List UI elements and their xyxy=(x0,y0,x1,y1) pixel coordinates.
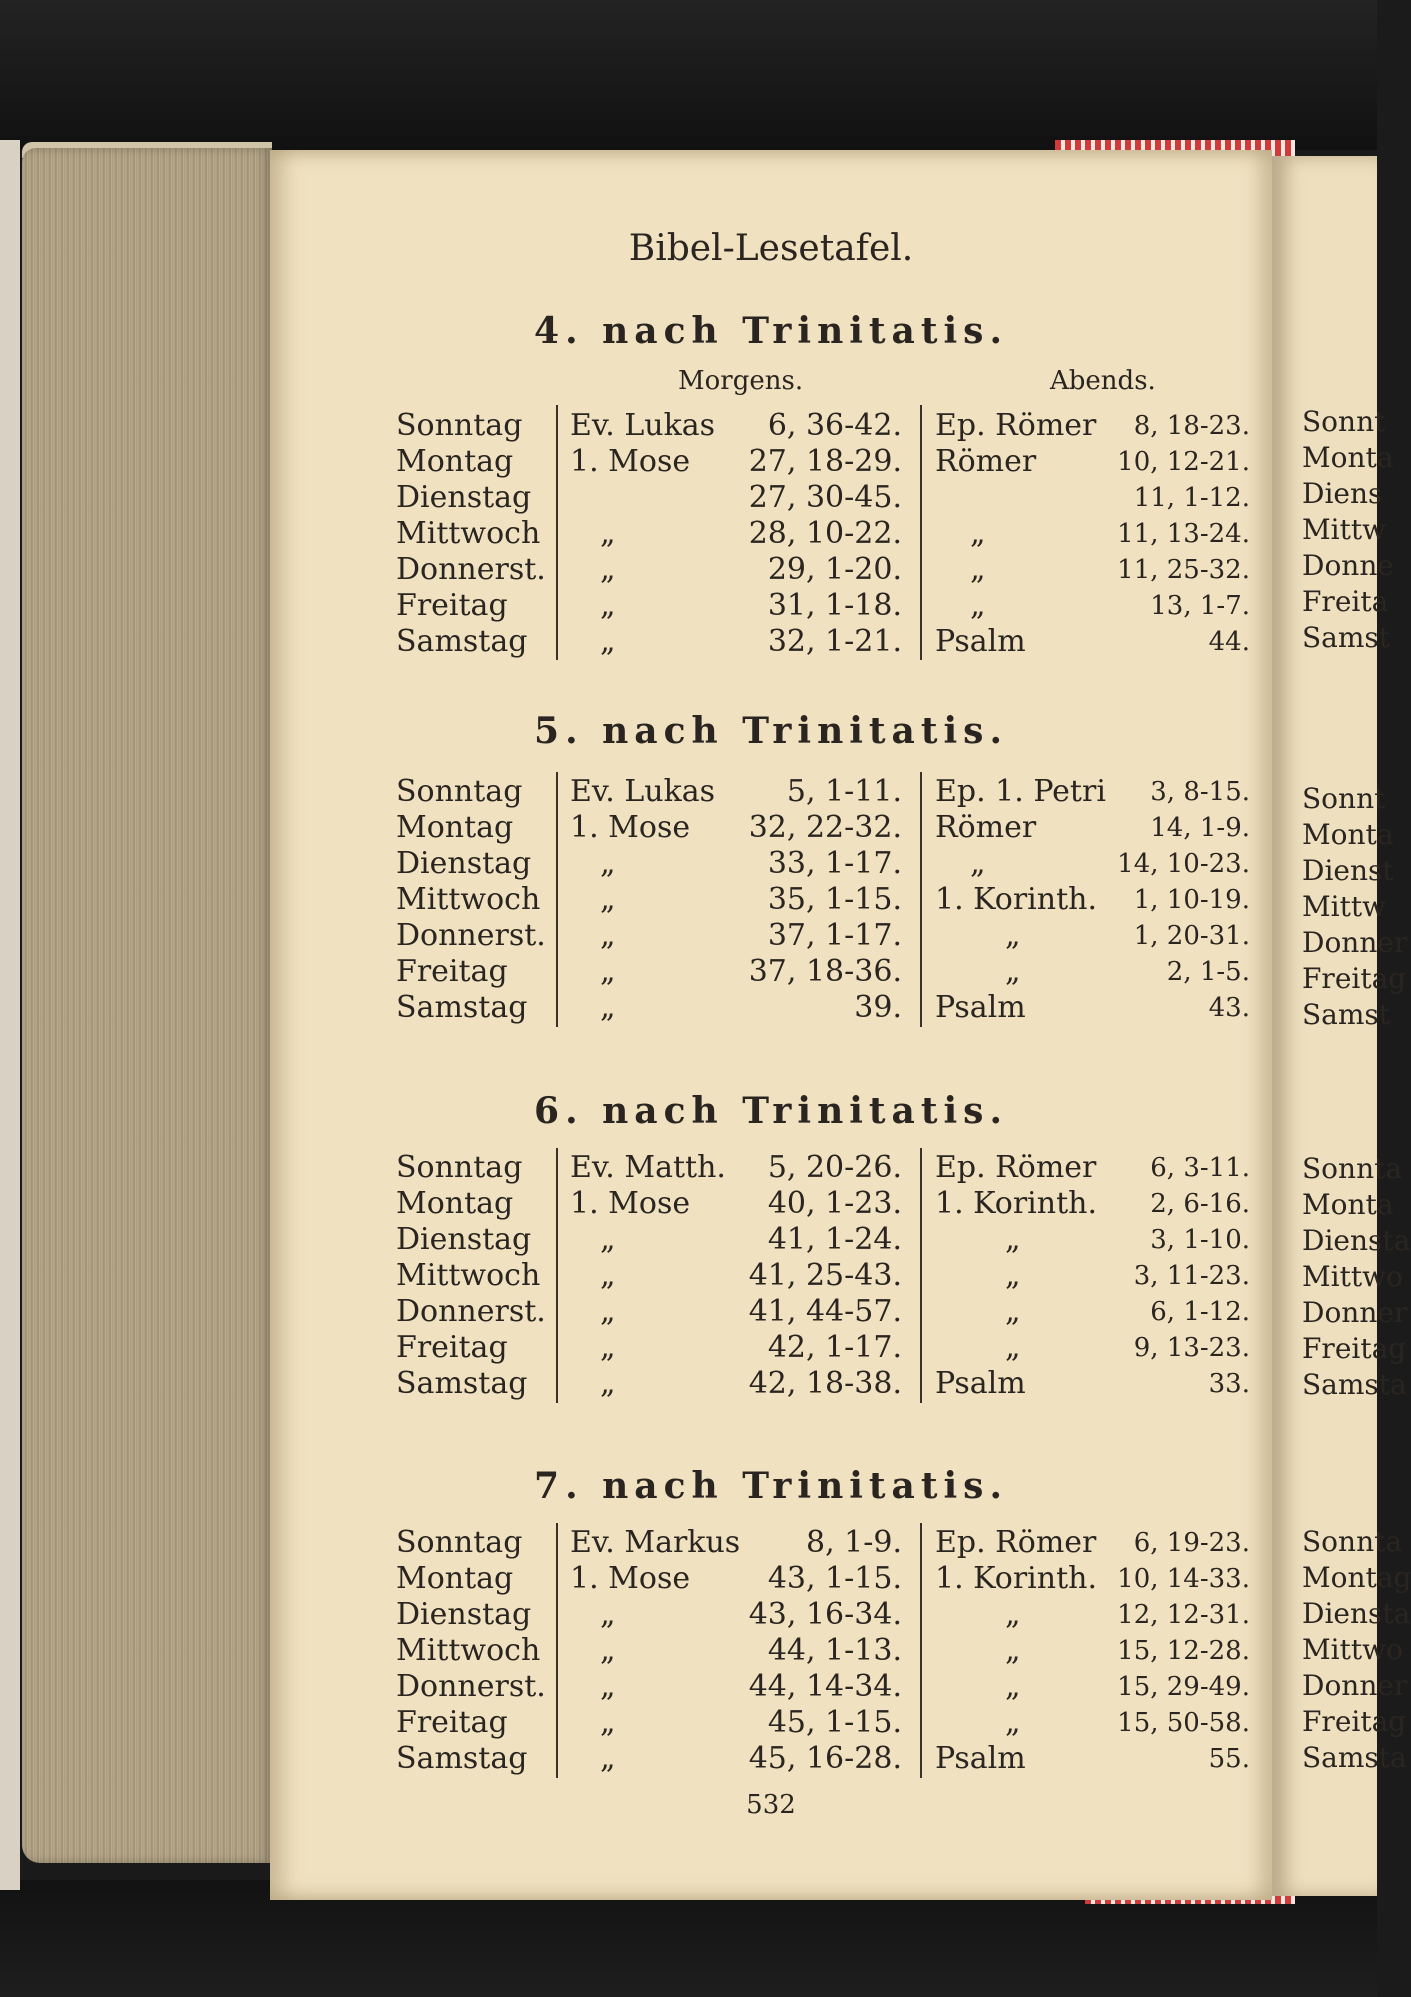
evening-reference: 2, 6-16. xyxy=(1150,1189,1250,1219)
evening-book: Ep. 1. Petri xyxy=(935,774,1106,809)
evening-reference: 33. xyxy=(1208,1369,1250,1399)
edge-fragment: Dienst xyxy=(1302,854,1394,887)
evening-reference: 55. xyxy=(1208,1744,1250,1774)
morning-book: „ xyxy=(600,1669,616,1704)
morning-book: „ xyxy=(600,990,616,1025)
evening-reference: 1, 10-19. xyxy=(1133,885,1250,915)
table-row xyxy=(270,882,1272,918)
morning-reference: 37, 1-17. xyxy=(767,918,902,953)
evening-book: „ xyxy=(1005,1633,1021,1668)
book-page xyxy=(270,150,1272,1900)
morning-reference: 5, 1-11. xyxy=(786,774,902,809)
day-label: Sonntag xyxy=(396,774,523,809)
edge-fragment: Mittwo xyxy=(1302,1633,1403,1666)
morning-book: „ xyxy=(600,1366,616,1401)
morning-book: „ xyxy=(600,1294,616,1329)
day-label: Sonntag xyxy=(396,408,523,443)
edge-fragment: Freitag xyxy=(1302,962,1407,995)
morning-book: „ xyxy=(600,1633,616,1668)
evening-book: „ xyxy=(1005,1294,1021,1329)
evening-book: „ xyxy=(1005,1330,1021,1365)
morning-book: Ev. Lukas xyxy=(570,408,716,443)
evening-reference: 6, 1-12. xyxy=(1150,1297,1250,1327)
morning-book: „ xyxy=(600,624,616,659)
morning-book: Ev. Matth. xyxy=(570,1150,726,1185)
table-row xyxy=(270,516,1272,552)
day-label: Donnerst. xyxy=(396,1294,546,1329)
morning-book: Ev. Lukas xyxy=(570,774,716,809)
table-row xyxy=(270,1525,1272,1561)
edge-fragment: Samsta xyxy=(1302,1368,1407,1401)
edge-fragment: Mittw xyxy=(1302,890,1387,923)
morning-reference: 45, 1-15. xyxy=(767,1705,902,1740)
table-row xyxy=(270,954,1272,990)
week-title: 4. nach Trinitatis. xyxy=(534,310,1008,352)
day-label: Freitag xyxy=(396,954,508,989)
day-label: Samstag xyxy=(396,624,528,659)
edge-fragment: Mittw xyxy=(1302,513,1387,546)
day-label: Dienstag xyxy=(396,1597,532,1632)
edge-fragment: Freitag xyxy=(1302,1705,1407,1738)
morning-reference: 42, 1-17. xyxy=(767,1330,902,1365)
evening-book: Ep. Römer xyxy=(935,408,1097,443)
page-number: 532 xyxy=(746,1790,796,1820)
table-row xyxy=(270,1366,1272,1402)
evening-book: „ xyxy=(1005,918,1021,953)
morning-reference: 31, 1-18. xyxy=(767,588,902,623)
morning-reference: 45, 16-28. xyxy=(748,1741,902,1776)
morning-reference: 44, 14-34. xyxy=(748,1669,902,1704)
day-label: Montag xyxy=(396,1186,514,1221)
evening-book: „ xyxy=(1005,1222,1021,1257)
table-row xyxy=(270,918,1272,954)
morning-reference: 35, 1-15. xyxy=(767,882,902,917)
morning-book: „ xyxy=(600,1597,616,1632)
day-label: Mittwoch xyxy=(396,516,541,551)
morning-book: 1. Mose xyxy=(570,810,691,845)
morning-reference: 32, 22-32. xyxy=(748,810,902,845)
evening-reference: 1, 20-31. xyxy=(1133,921,1250,951)
edge-fragment: Mittwo xyxy=(1302,1260,1403,1293)
table-row xyxy=(270,1150,1272,1186)
table-row xyxy=(270,588,1272,624)
morning-reference: 41, 25-43. xyxy=(748,1258,902,1293)
evening-book: „ xyxy=(1005,1258,1021,1293)
day-label: Sonntag xyxy=(396,1150,523,1185)
evening-reference: 6, 3-11. xyxy=(1150,1153,1250,1183)
day-label: Montag xyxy=(396,444,514,479)
evening-reference: 44. xyxy=(1208,627,1250,657)
table-row xyxy=(270,552,1272,588)
day-label: Dienstag xyxy=(396,480,532,515)
edge-fragment: Samst xyxy=(1302,998,1391,1031)
morning-reference: 37, 18-36. xyxy=(748,954,902,989)
evening-book: „ xyxy=(1005,1669,1021,1704)
edge-fragment: Donner xyxy=(1302,1296,1408,1329)
morning-book: „ xyxy=(600,846,616,881)
morning-book: „ xyxy=(600,1222,616,1257)
day-label: Montag xyxy=(396,810,514,845)
table-row xyxy=(270,444,1272,480)
table-row xyxy=(270,1258,1272,1294)
table-row xyxy=(270,810,1272,846)
evening-reference: 15, 29-49. xyxy=(1117,1672,1250,1702)
edge-fragment: Donne xyxy=(1302,549,1394,582)
table-row xyxy=(270,1561,1272,1597)
edge-fragment: Donner xyxy=(1302,1669,1408,1702)
table-row xyxy=(270,1294,1272,1330)
page-title: Bibel-Lesetafel. xyxy=(628,228,914,269)
book-cover-edge xyxy=(0,140,20,1890)
evening-book: Ep. Römer xyxy=(935,1150,1097,1185)
morning-reference: 33, 1-17. xyxy=(767,846,902,881)
evening-reference: 14, 1-9. xyxy=(1150,813,1250,843)
morning-book: 1. Mose xyxy=(570,444,691,479)
day-label: Samstag xyxy=(396,1366,528,1401)
edge-fragment: Freitag xyxy=(1302,1332,1407,1365)
edge-fragment: Monta xyxy=(1302,441,1394,474)
morning-book: „ xyxy=(600,588,616,623)
week-title: 6. nach Trinitatis. xyxy=(534,1090,1008,1132)
book-cover-top xyxy=(0,0,1377,150)
table-row xyxy=(270,1705,1272,1741)
table-row xyxy=(270,408,1272,444)
table-row xyxy=(270,1669,1272,1705)
edge-fragment: Diens xyxy=(1302,477,1383,510)
table-row xyxy=(270,624,1272,660)
morning-book: „ xyxy=(600,882,616,917)
evening-reference: 11, 25-32. xyxy=(1117,555,1250,585)
edge-fragment: Samsta xyxy=(1302,1741,1407,1774)
morning-reference: 29, 1-20. xyxy=(767,552,902,587)
evening-book: „ xyxy=(970,516,986,551)
evening-book: „ xyxy=(970,588,986,623)
morning-reference: 28, 10-22. xyxy=(748,516,902,551)
day-label: Mittwoch xyxy=(396,1258,541,1293)
evening-reference: 11, 13-24. xyxy=(1117,519,1250,549)
morning-book: „ xyxy=(600,1258,616,1293)
morning-reference: 43, 1-15. xyxy=(767,1561,902,1596)
morning-reference: 32, 1-21. xyxy=(767,624,902,659)
evening-reference: 10, 14-33. xyxy=(1117,1564,1250,1594)
evening-book: Römer xyxy=(935,810,1037,845)
morning-book: 1. Mose xyxy=(570,1186,691,1221)
evening-book: Psalm xyxy=(935,624,1026,659)
edge-fragment: Montag xyxy=(1302,1561,1411,1594)
morning-book: „ xyxy=(600,1705,616,1740)
week-title: 5. nach Trinitatis. xyxy=(534,710,1008,752)
evening-reference: 11, 1-12. xyxy=(1133,483,1250,513)
morning-reference: 43, 16-34. xyxy=(748,1597,902,1632)
day-label: Montag xyxy=(396,1561,514,1596)
evening-book: „ xyxy=(970,552,986,587)
day-label: Sonntag xyxy=(396,1525,523,1560)
morning-book: „ xyxy=(600,918,616,953)
evening-reference: 15, 50-58. xyxy=(1117,1708,1250,1738)
evening-book: Römer xyxy=(935,444,1037,479)
day-label: Samstag xyxy=(396,990,528,1025)
table-row xyxy=(270,1597,1272,1633)
day-label: Samstag xyxy=(396,1741,528,1776)
table-row xyxy=(270,846,1272,882)
morning-reference: 40, 1-23. xyxy=(767,1186,902,1221)
evening-reference: 14, 10-23. xyxy=(1117,849,1250,879)
morning-reference: 41, 1-24. xyxy=(767,1222,902,1257)
day-label: Freitag xyxy=(396,588,508,623)
evening-reference: 3, 1-10. xyxy=(1150,1225,1250,1255)
evening-book: 1. Korinth. xyxy=(935,882,1097,917)
morning-reference: 5, 20-26. xyxy=(767,1150,902,1185)
edge-fragment: Monta xyxy=(1302,818,1394,851)
morning-reference: 39. xyxy=(854,990,902,1025)
edge-fragment: Sonnta xyxy=(1302,1152,1403,1185)
evening-reference: 3, 8-15. xyxy=(1150,777,1250,807)
evening-reference: 43. xyxy=(1208,993,1250,1023)
morning-reference: 27, 30-45. xyxy=(748,480,902,515)
morning-reference: 8, 1-9. xyxy=(805,1525,902,1560)
edge-fragment: Donner xyxy=(1302,926,1408,959)
table-row xyxy=(270,990,1272,1026)
evening-book: „ xyxy=(970,846,986,881)
edge-fragment: Diensta xyxy=(1302,1224,1411,1257)
day-label: Donnerst. xyxy=(396,1669,546,1704)
evening-reference: 9, 13-23. xyxy=(1133,1333,1250,1363)
evening-book: 1. Korinth. xyxy=(935,1561,1097,1596)
day-label: Donnerst. xyxy=(396,918,546,953)
week-title: 7. nach Trinitatis. xyxy=(534,1465,1008,1507)
table-row xyxy=(270,1186,1272,1222)
table-row xyxy=(270,1222,1272,1258)
evening-reference: 12, 12-31. xyxy=(1117,1600,1250,1630)
morning-reference: 44, 1-13. xyxy=(767,1633,902,1668)
edge-fragment: Sonnt xyxy=(1302,405,1386,438)
table-row xyxy=(270,1741,1272,1777)
day-label: Mittwoch xyxy=(396,1633,541,1668)
edge-fragment: Freita xyxy=(1302,585,1389,618)
edge-fragment: Monta xyxy=(1302,1188,1394,1221)
morning-reference: 27, 18-29. xyxy=(748,444,902,479)
page-block-edge xyxy=(22,148,272,1863)
morning-book: „ xyxy=(600,516,616,551)
edge-fragment: Diensta xyxy=(1302,1597,1411,1630)
table-row xyxy=(270,480,1272,516)
morning-book: Ev. Markus xyxy=(570,1525,741,1560)
evening-reference: 2, 1-5. xyxy=(1166,957,1250,987)
evening-reference: 15, 12-28. xyxy=(1117,1636,1250,1666)
day-label: Donnerst. xyxy=(396,552,546,587)
evening-column-label: Abends. xyxy=(1050,366,1156,396)
evening-book: „ xyxy=(1005,1705,1021,1740)
evening-book: Psalm xyxy=(935,1741,1026,1776)
evening-reference: 8, 18-23. xyxy=(1133,411,1250,441)
morning-reference: 42, 18-38. xyxy=(748,1366,902,1401)
table-row xyxy=(270,774,1272,810)
evening-book: 1. Korinth. xyxy=(935,1186,1097,1221)
morning-reference: 41, 44-57. xyxy=(748,1294,902,1329)
evening-reference: 3, 11-23. xyxy=(1133,1261,1250,1291)
morning-book: „ xyxy=(600,552,616,587)
evening-reference: 10, 12-21. xyxy=(1117,447,1250,477)
evening-reference: 6, 19-23. xyxy=(1133,1528,1250,1558)
morning-column-label: Morgens. xyxy=(678,366,804,396)
evening-book: Psalm xyxy=(935,990,1026,1025)
day-label: Freitag xyxy=(396,1705,508,1740)
morning-book: „ xyxy=(600,954,616,989)
edge-fragment: Sonnta xyxy=(1302,1525,1403,1558)
table-row xyxy=(270,1330,1272,1366)
day-label: Mittwoch xyxy=(396,882,541,917)
edge-fragment: Sonnt xyxy=(1302,782,1386,815)
evening-reference: 13, 1-7. xyxy=(1150,591,1250,621)
day-label: Dienstag xyxy=(396,1222,532,1257)
edge-fragment: Samst xyxy=(1302,621,1391,654)
evening-book: Ep. Römer xyxy=(935,1525,1097,1560)
evening-book: „ xyxy=(1005,1597,1021,1632)
morning-book: 1. Mose xyxy=(570,1561,691,1596)
evening-book: „ xyxy=(1005,954,1021,989)
evening-book: Psalm xyxy=(935,1366,1026,1401)
day-label: Dienstag xyxy=(396,846,532,881)
day-label: Freitag xyxy=(396,1330,508,1365)
table-row xyxy=(270,1633,1272,1669)
morning-book: „ xyxy=(600,1741,616,1776)
morning-reference: 6, 36-42. xyxy=(767,408,902,443)
morning-book: „ xyxy=(600,1330,616,1365)
